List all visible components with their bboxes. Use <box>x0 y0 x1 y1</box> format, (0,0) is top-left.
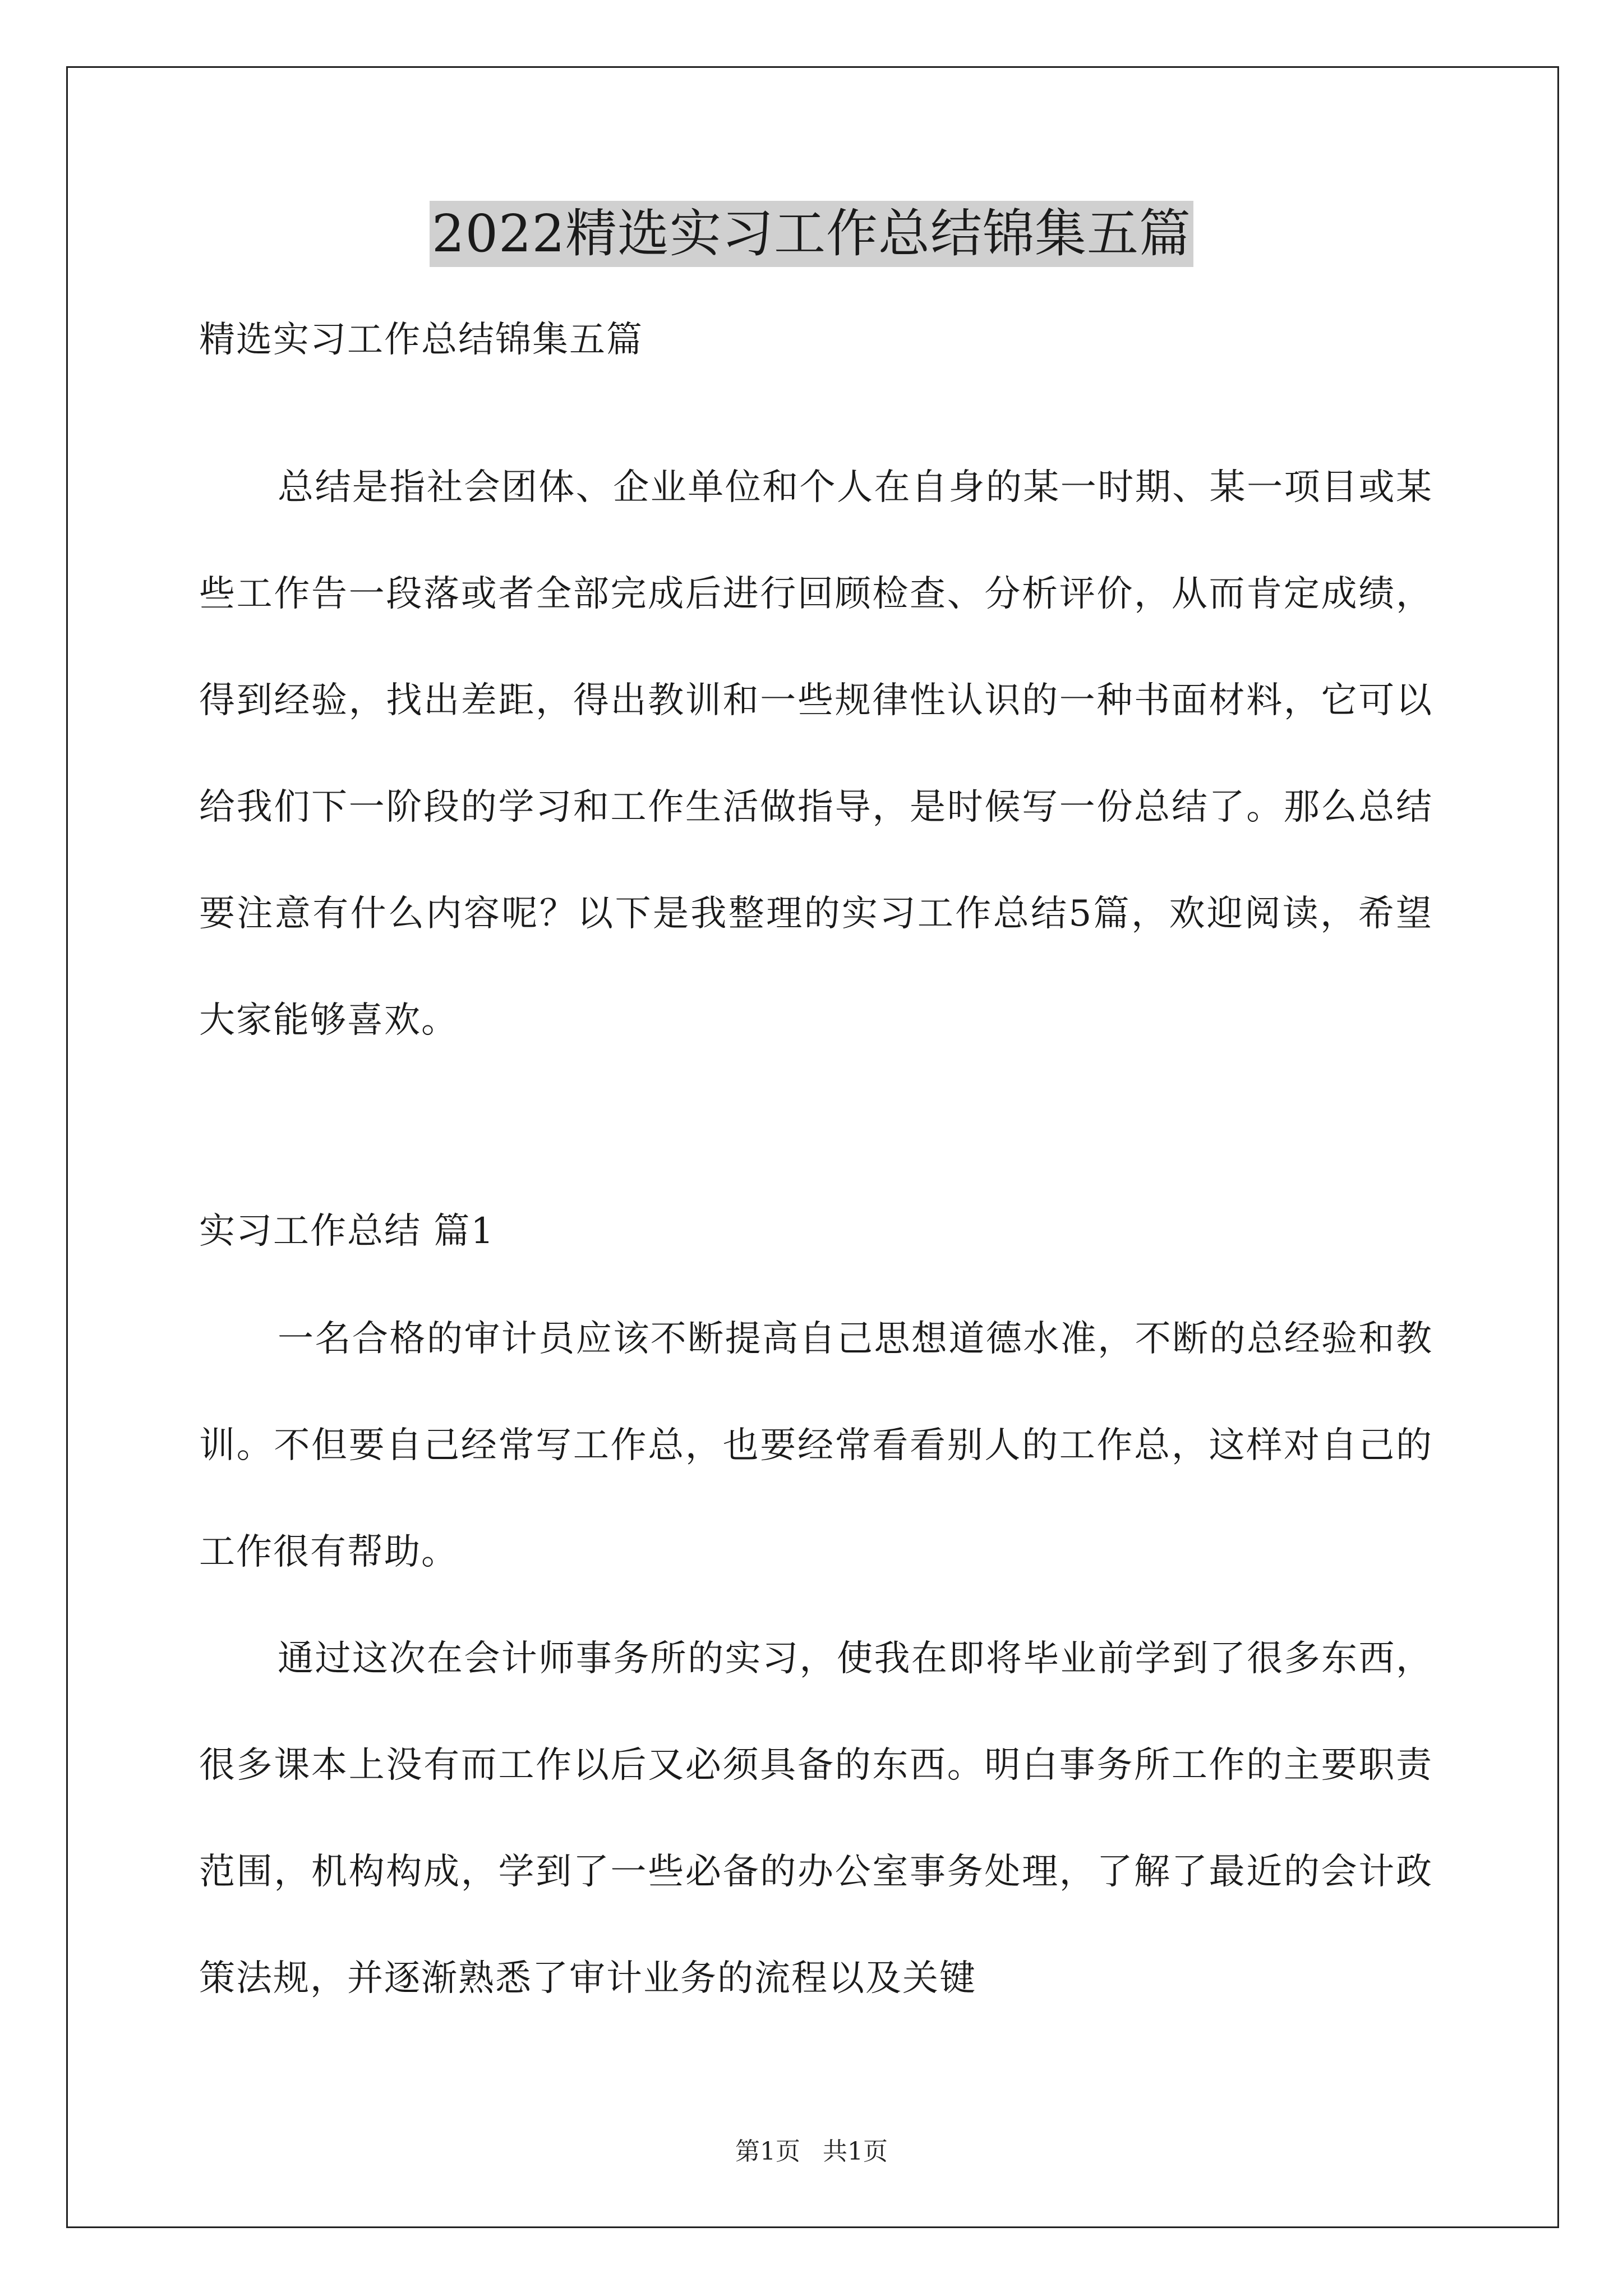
paragraph-2: 通过这次在会计师事务所的实习，使我在即将毕业前学到了很多东西，很多课本上没有而工作以后又必须具备的东西。明白事务所工作的主要职责范围，机构构成，学到了一些必备的办公室事务处理，了解了最近的会计政策法规，并逐渐熟悉了审计业务的流程以及关键 <box>199 1638 1433 1999</box>
document-title: 2022精选实习工作总结锦集五篇 <box>430 201 1193 267</box>
paragraph-1: 一名合格的审计员应该不断提高自己思想道德水准，不断的总经验和教训。不但要自己经常写工作总，也要经常看看别人的工作总，这样对自己的工作很有帮助。 <box>199 1318 1433 1573</box>
document-subtitle: 精选实习工作总结锦集五篇 <box>199 319 643 361</box>
page-number: 第1页 <box>735 2137 800 2166</box>
page-total: 共1页 <box>823 2137 888 2166</box>
intro-paragraph: 总结是指社会团体、企业单位和个人在自身的某一时期、某一项目或某些工作告一段落或者全部完成后进行回顾检查、分析评价，从而肯定成绩，得到经验，找出差距，得出教训和一些规律性认识的一种书面材料，它可以给我们下一阶段的学习和工作生活做指导，是时候写一份总结了。那么总结要注意有什么内容呢？以下是我整理的实习工作总结5篇，欢迎阅读，希望大家能够喜欢。 <box>199 467 1433 1041</box>
section-heading: 实习工作总结 篇1 <box>199 1211 495 1252</box>
page-footer <box>0 2136 1623 2168</box>
title-container <box>0 201 1623 267</box>
